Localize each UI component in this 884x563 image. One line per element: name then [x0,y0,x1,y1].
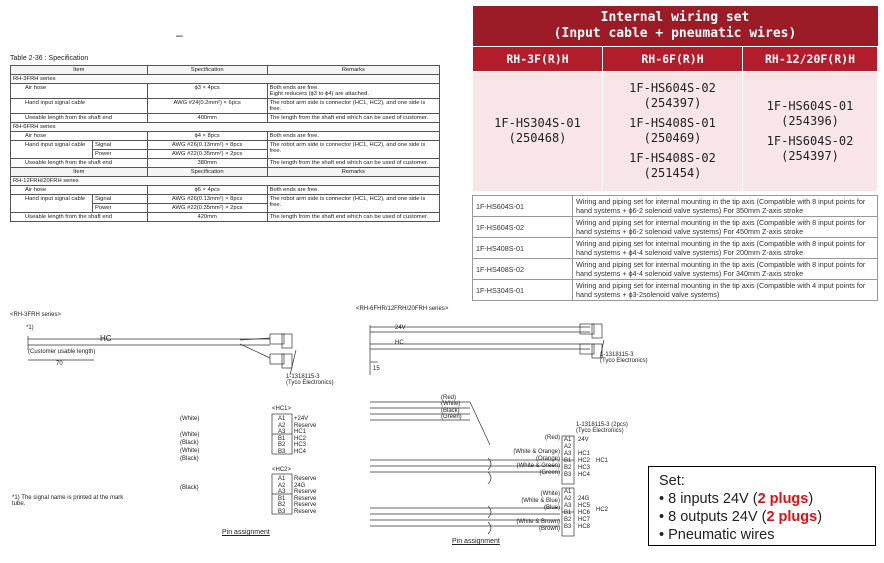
rh6-hc-label: HC [395,340,404,346]
hc1-signals: +24V Reserve HC1 HC2 HC3 HC4 [294,416,317,455]
part-desc: Wiring and piping set for internal mounting in the tip axis (Compatible with 8 input points for hand systems + ϕ4-4 solenoid valve systems) For 200mm Z-axis stroke [573,238,878,259]
cell: AWG #26(0.13mm²) × 8pcs [147,195,267,204]
cell: AWG #22(0.35mm²) × 2pcs [147,204,267,213]
rh6-hc1-pins: A1 A2 A3 B1 B2 B3 [564,437,572,478]
part-description-table [472,195,878,301]
set-title: Set: [659,473,685,489]
part-id: 1F-HS408S-02 [473,259,573,280]
col-rh3: RH-3F(R)H [473,46,603,71]
col-rh6: RH-6F(R)H [603,46,743,71]
cell: Both ends are free. [267,186,439,195]
section-6frh: RH-6FRH series [11,123,440,132]
dash-mark: – [176,28,183,42]
rh6-length: 15 [373,366,380,372]
rh6-hc1-signals: 24V HC1 HC2 HC3 HC4 [578,437,591,478]
h-remarks: Remarks [267,66,439,75]
part-id: 1F-HS604S-01 [473,196,573,217]
cell: Both ends are free. [267,132,439,141]
cell: Both ends are free. Eight reducers (ϕ3 to ϕ4) are attached. [267,84,439,99]
rh3-note-mark: *1) [26,325,34,331]
cell: ϕ6 × 4pcs [147,186,267,195]
rh3-customer-length: (Customer usable length) [28,349,96,355]
pin-assignment-label: Pin assignment [222,529,270,536]
rh3-parts: 1F-HS304S-01 (250468) [473,71,603,191]
set-summary-box [648,466,876,546]
hc2-color: (Black) [180,485,199,491]
rh6-hc1-label: HC1 [596,458,609,464]
rh6-parts: 1F-HS604S-02 (254397) 1F-HS408S-01 (250469) 1F-HS408S-02 (251454) [603,71,743,191]
cell: Hand input signal cable [11,99,148,114]
rh6-connector-part: 1-1318115-3 (Tyco Electronics) [600,352,648,364]
rh6-hc2-signals: 24G HC5 HC6 HC7 HC8 [578,496,591,530]
cell: 400mm [147,114,267,123]
part-id: 1F-HS304S-01 [473,280,573,301]
cell: Power [93,204,148,213]
cell: AWG #24(0.2mm²) × 6pcs [147,99,267,114]
cell: The robot arm side is connector (HC1, HC2), and one side is free. [267,195,439,213]
hc2-pins: A1 A2 A3 B1 B2 B3 [278,476,286,515]
cell: Air hose [11,186,148,195]
part-desc: Wiring and piping set for internal mounting in the tip axis (Compatible with 8 input points for hand systems + ϕ6-2 solenoid valve systems) For 350mm Z-axis stroke [573,196,878,217]
cell: AWG #26(0.13mm²) × 8pcs [147,141,267,150]
rh6-24v-label: 24V [395,325,406,331]
part-id: 1F-HS408S-01 [473,238,573,259]
cell: Useable length from the shaft end [11,114,148,123]
cell: Useable length from the shaft end [11,213,148,222]
hc2-header: <HC2> [272,467,292,473]
cell: 420mm [147,213,267,222]
h-item-2: Item [11,168,148,177]
wiring-set-title: Internal wiring set (Input cable + pneumatic wires) [473,6,878,46]
rh6-connector2: 1-1318115-3 (2pcs) (Tyco Electronics) [576,422,628,434]
cell: The length from the shaft end which can be used of customer. [267,213,439,222]
rh6-hc1-colors: (Red) (White & Orange) (Orange) (White & Green) (Green) [513,435,560,476]
cell: Power [93,150,148,159]
hc2-signals: Reserve 24G Reserve Reserve Reserve Reserve [294,476,317,515]
cell: The robot arm side is connector (HC1, HC2), and one side is free. [267,99,439,114]
rh6-hc2-label: HC2 [596,507,609,513]
cell: 380mm [147,159,267,168]
section-12frh: RH-12FRH/20FRH series [11,177,440,186]
set-line-pneumatic: • Pneumatic wires [659,527,775,543]
rh6-top-colors: (Red) (White) (Black) (Green) [441,395,462,421]
cell: The length from the shaft end which can be used of customer. [267,159,439,168]
wiring-set-table [472,6,878,192]
part-desc: Wiring and piping set for internal mounting in the tip axis (Compatible with 8 input points for hand systems + ϕ4-4 solenoid valve systems) For 340mm Z-axis stroke [573,259,878,280]
section-3frh: RH-3FRH series [11,75,440,84]
cell: The length from the shaft end which can be used of customer. [267,114,439,123]
cell: Useable length from the shaft end [11,159,148,168]
h-remarks-2: Remarks [267,168,439,177]
hc1-header: <HC1> [272,406,292,412]
hc1-pins: A1 A2 A3 B1 B2 B3 [278,416,286,455]
cell: Signal [93,141,148,150]
rh12-parts: 1F-HS604S-01 (254396) 1F-HS604S-02 (254397) [743,71,878,191]
col-rh12: RH-12/20F(R)H [743,46,878,71]
rh6-pin-assignment-label: Pin assignment [452,538,500,545]
cell: ϕ3 × 4pcs [147,84,267,99]
part-desc: Wiring and piping set for internal mounting in the tip axis (Compatible with 4 input points for hand systems + ϕ3-2solenoid valve systems) [573,280,878,301]
set-line-inputs: • 8 inputs 24V (2 plugs) [659,491,814,507]
hc1-colors: (White) (White) (Black) (White) (Black) [180,416,200,462]
signal-name-note: *1) The signal name is printed at the mark tube. [12,495,124,507]
cell: Air hose [11,84,148,99]
h-spec-2: Specification [147,168,267,177]
h-spec: Specification [147,66,267,75]
rh3-length-value: 70 [56,361,63,367]
rh6-series-label: <RH-6FHR/12FRH/20FRH series> [356,306,449,312]
part-desc: Wiring and piping set for internal mounting in the tip axis (Compatible with 8 input points for hand systems + ϕ6-2 solenoid valve systems) For 450mm Z-axis stroke [573,217,878,238]
rh3-series-label: <RH-3FRH series> [10,312,62,318]
cell: AWG #22(0.35mm²) × 2pcs [147,150,267,159]
cell: The robot arm side is connector (HC1, HC2), and one side is free. [267,141,439,159]
h-item: Item [11,66,148,75]
part-id: 1F-HS604S-02 [473,217,573,238]
cell: Hand input signal cable [11,195,93,213]
set-line-outputs: • 8 outputs 24V (2 plugs) [659,509,823,525]
spec-caption: Table 2-36 : Specification [10,55,89,62]
rh6-hc2-colors: (White) (White & Blue) (Blue) (White & Brown) (Brown) [516,491,560,532]
cell: Signal [93,195,148,204]
cell: Hand input signal cable [11,141,93,159]
rh3-hc-label: HC [100,334,112,343]
cell: ϕ4 × 8pcs [147,132,267,141]
rh3-connector-part: 1-1318115-3 (Tyco Electronics) [286,374,334,386]
rh6-hc2-pins: A1 A2 A3 B1 B2 B3 [564,489,572,530]
spec-table [10,65,440,222]
cell: Air hose [11,132,148,141]
